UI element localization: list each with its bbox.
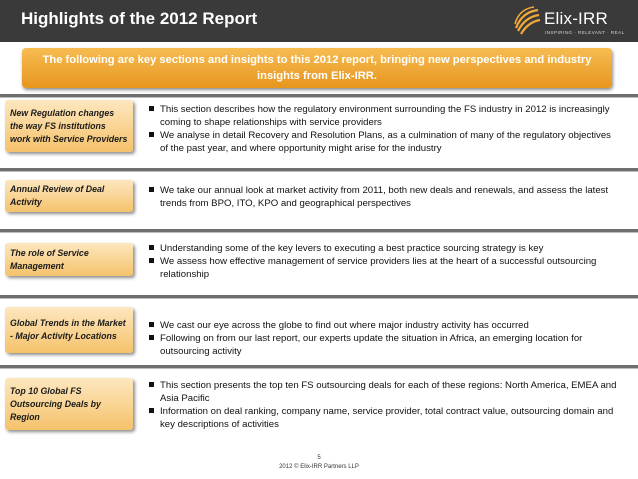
section-label-deal-activity: Annual Review of Deal Activity (5, 180, 133, 212)
section-label-top-deals: Top 10 Global FS Outsourcing Deals by Region (5, 378, 133, 430)
section-divider (0, 94, 638, 98)
bullet-item: Understanding some of the key levers to executing a best practice sourcing strategy is key (147, 242, 617, 255)
logo-swirl-icon (512, 6, 542, 36)
bullet-item: Information on deal ranking, company name, service provider, total contract value, outsourcing domain and key descriptions of activities (147, 405, 617, 431)
logo-tagline: INSPIRING · RELEVANT · REAL (545, 30, 625, 35)
bullet-item: We cast our eye across the globe to find out where major industry activity has occurred (147, 319, 617, 332)
section-bullets-new-regulation (147, 103, 617, 155)
section-label-global-trends: Global Trends in the Market - Major Activity Locations (5, 307, 133, 353)
page-title: Highlights of the 2012 Report (21, 9, 258, 28)
section-bullets-service-management (147, 242, 617, 281)
section-bullets-global-trends (147, 319, 617, 358)
bullet-item: This section presents the top ten FS outsourcing deals for each of these regions: North America, EMEA and Asia Pacific (147, 379, 617, 405)
bullet-item: We take our annual look at market activity from 2011, both new deals and renewals, and assess the latest trends from BPO, ITO, KPO and geographical perspectives (147, 184, 617, 210)
section-divider (0, 168, 638, 172)
section-divider (0, 295, 638, 299)
bullet-item: Following on from our last report, our experts update the situation in Africa, an emerging location for outsourcing activity (147, 332, 617, 358)
bullet-item: We analyse in detail Recovery and Resolution Plans, as a culmination of many of the regulatory objectives of the past year, and where opportunity might arise for the industry (147, 129, 617, 155)
page-number: 5 (317, 455, 321, 461)
section-bullets-deal-activity (147, 184, 617, 210)
section-label-new-regulation: New Regulation changes the way FS institutions work with Service Providers (5, 100, 133, 152)
header-bar (0, 0, 638, 42)
elix-irr-logo (512, 6, 638, 40)
bullet-item: This section describes how the regulatory environment surrounding the FS industry in 2012 is increasingly coming to shape relationships with service providers (147, 103, 617, 129)
section-label-service-management: The role of Service Management (5, 243, 133, 276)
section-divider (0, 229, 638, 233)
section-bullets-top-deals (147, 379, 617, 431)
copyright-text: 2012 © Elix-IRR Partners LLP (279, 464, 359, 470)
logo-wordmark: Elix-IRR (544, 9, 608, 28)
section-divider (0, 365, 638, 369)
bullet-item: We assess how effective management of service providers lies at the heart of a successful outsourcing relationship (147, 255, 617, 281)
intro-banner: The following are key sections and insights to this 2012 report, bringing new perspectives and industry insights from Elix-IRR. (22, 48, 612, 88)
